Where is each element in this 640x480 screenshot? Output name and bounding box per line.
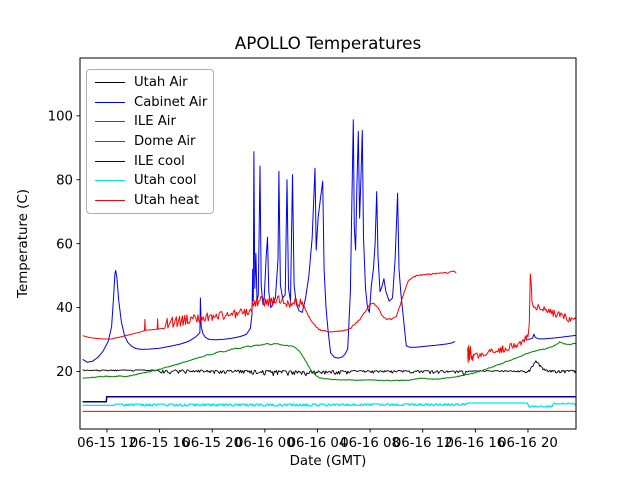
chart-title: APOLLO Temperatures: [234, 33, 422, 53]
x-tick-label: 06-16 00: [234, 436, 295, 451]
series-line-cabinet-air: [526, 334, 576, 340]
legend-line-swatch: [95, 102, 125, 103]
y-tick-label: 60: [56, 237, 73, 253]
y-axis-label: Temperature (C): [16, 189, 31, 298]
legend-entry-ile-cool: [95, 151, 205, 171]
legend-label: ILE cool: [134, 153, 185, 169]
legend-label: Utah Air: [134, 75, 188, 91]
legend-label: ILE Air: [134, 114, 176, 130]
legend-entry-utah-air: [95, 73, 205, 93]
series-line-utah-air: [83, 361, 576, 376]
legend-line-swatch: [95, 121, 125, 122]
x-tick-label: 06-16 20: [498, 436, 558, 451]
legend-label: Cabinet Air: [134, 94, 208, 110]
legend-line-swatch: [95, 200, 125, 201]
legend-entry-ile-air: [95, 112, 205, 132]
legend-entry-cabinet-air: [95, 93, 208, 113]
x-tick-label: 06-15 12: [77, 436, 137, 451]
y-tick-label: 20: [56, 365, 73, 381]
legend-entry-utah-cool: [95, 171, 205, 191]
legend-line-swatch: [95, 82, 125, 83]
x-axis-label: Date (GMT): [289, 454, 367, 469]
x-tick-label: 06-16 12: [392, 436, 453, 451]
legend-entry-dome-air: [95, 132, 205, 152]
x-tick-label: 06-16 16: [445, 436, 506, 451]
y-tick-label: 80: [56, 173, 73, 189]
x-tick-label: 06-15 16: [129, 436, 190, 451]
legend-label: Utah heat: [134, 192, 200, 208]
legend-label: Utah cool: [134, 173, 197, 189]
legend-line-swatch: [95, 180, 125, 181]
y-tick-label: 100: [47, 109, 73, 125]
x-tick-label: 06-16 08: [340, 436, 400, 451]
legend-entry-utah-heat: [95, 191, 205, 211]
x-tick-label: 06-15 20: [182, 436, 243, 451]
y-tick-label: 40: [56, 301, 73, 317]
series-line-utah-cool: [83, 403, 576, 407]
legend: [86, 69, 214, 214]
x-tick-label: 06-16 04: [287, 436, 348, 451]
legend-label: Dome Air: [134, 133, 196, 149]
series-line-ile-cool: [83, 397, 576, 402]
legend-line-swatch: [95, 141, 125, 142]
series-line-ile-air: [468, 274, 576, 363]
legend-line-swatch: [95, 161, 125, 162]
